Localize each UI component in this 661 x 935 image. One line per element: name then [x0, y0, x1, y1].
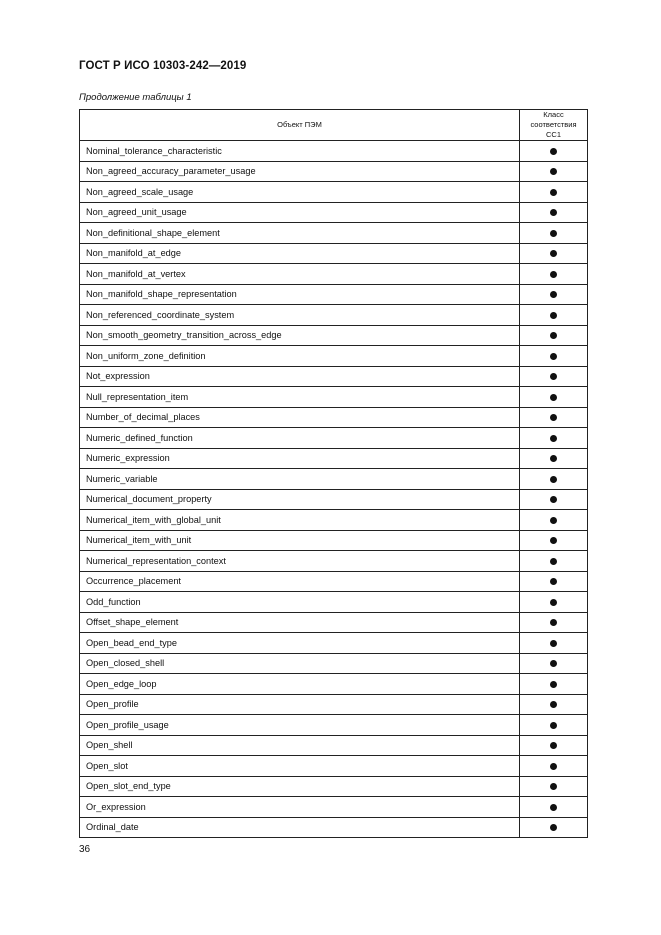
entity-name-cell: Non_smooth_geometry_transition_across_edge — [80, 325, 520, 346]
entity-name-cell: Open_closed_shell — [80, 653, 520, 674]
conformance-mark-cell — [520, 612, 588, 633]
conformance-mark-cell — [520, 776, 588, 797]
document-header: ГОСТ Р ИСО 10303-242—2019 — [79, 60, 247, 72]
entity-name-cell: Non_agreed_unit_usage — [80, 202, 520, 223]
table-row — [80, 223, 588, 244]
table-body — [80, 141, 588, 838]
filled-circle-icon — [550, 168, 557, 175]
table-row — [80, 551, 588, 572]
conformance-mark-cell — [520, 735, 588, 756]
table-row — [80, 428, 588, 449]
entity-table — [79, 109, 588, 838]
entity-name-cell: Non_referenced_coordinate_system — [80, 305, 520, 326]
column-header-conformance-class — [520, 110, 588, 141]
table-row — [80, 510, 588, 531]
filled-circle-icon — [550, 824, 557, 831]
filled-circle-icon — [550, 804, 557, 811]
table-row — [80, 264, 588, 285]
entity-name-cell: Non_agreed_accuracy_parameter_usage — [80, 161, 520, 182]
table-row — [80, 612, 588, 633]
table-row — [80, 592, 588, 613]
conformance-mark-cell — [520, 182, 588, 203]
conformance-mark-cell — [520, 346, 588, 367]
entity-name-cell: Numerical_representation_context — [80, 551, 520, 572]
page-number: 36 — [79, 844, 91, 855]
conformance-mark-cell — [520, 756, 588, 777]
conformance-mark-cell — [520, 489, 588, 510]
entity-name-cell: Non_manifold_at_edge — [80, 243, 520, 264]
filled-circle-icon — [550, 312, 557, 319]
conformance-mark-cell — [520, 305, 588, 326]
filled-circle-icon — [550, 701, 557, 708]
filled-circle-icon — [550, 230, 557, 237]
filled-circle-icon — [550, 414, 557, 421]
column-header-conformance-class-label: Класс соответствия — [530, 110, 577, 129]
entity-table-container — [79, 109, 587, 838]
table-row — [80, 243, 588, 264]
entity-name-cell: Open_profile — [80, 694, 520, 715]
table-row — [80, 674, 588, 695]
table-row — [80, 489, 588, 510]
conformance-mark-cell — [520, 469, 588, 490]
table-caption: Продолжение таблицы 1 — [79, 92, 192, 103]
table-row — [80, 469, 588, 490]
filled-circle-icon — [550, 537, 557, 544]
table-row — [80, 715, 588, 736]
conformance-mark-cell — [520, 633, 588, 654]
entity-name-cell: Numeric_defined_function — [80, 428, 520, 449]
table-row — [80, 141, 588, 162]
entity-name-cell: Open_slot — [80, 756, 520, 777]
filled-circle-icon — [550, 681, 557, 688]
entity-name-cell: Number_of_decimal_places — [80, 407, 520, 428]
filled-circle-icon — [550, 250, 557, 257]
table-row — [80, 571, 588, 592]
column-header-conformance-class-code: CC1 — [545, 130, 561, 139]
filled-circle-icon — [550, 517, 557, 524]
filled-circle-icon — [550, 209, 557, 216]
entity-name-cell: Non_manifold_shape_representation — [80, 284, 520, 305]
conformance-mark-cell — [520, 510, 588, 531]
table-row — [80, 202, 588, 223]
filled-circle-icon — [550, 619, 557, 626]
conformance-mark-cell — [520, 797, 588, 818]
filled-circle-icon — [550, 476, 557, 483]
filled-circle-icon — [550, 578, 557, 585]
entity-name-cell: Open_edge_loop — [80, 674, 520, 695]
filled-circle-icon — [550, 455, 557, 462]
entity-name-cell: Offset_shape_element — [80, 612, 520, 633]
conformance-mark-cell — [520, 530, 588, 551]
filled-circle-icon — [550, 189, 557, 196]
entity-name-cell: Nominal_tolerance_characteristic — [80, 141, 520, 162]
table-row — [80, 161, 588, 182]
entity-name-cell: Null_representation_item — [80, 387, 520, 408]
filled-circle-icon — [550, 148, 557, 155]
table-row — [80, 366, 588, 387]
filled-circle-icon — [550, 394, 557, 401]
entity-name-cell: Open_profile_usage — [80, 715, 520, 736]
conformance-mark-cell — [520, 653, 588, 674]
conformance-mark-cell — [520, 592, 588, 613]
conformance-mark-cell — [520, 284, 588, 305]
table-row — [80, 756, 588, 777]
conformance-mark-cell — [520, 366, 588, 387]
filled-circle-icon — [550, 783, 557, 790]
conformance-mark-cell — [520, 817, 588, 838]
filled-circle-icon — [550, 558, 557, 565]
entity-name-cell: Ordinal_date — [80, 817, 520, 838]
entity-name-cell: Numeric_expression — [80, 448, 520, 469]
filled-circle-icon — [550, 722, 557, 729]
filled-circle-icon — [550, 271, 557, 278]
entity-name-cell: Numerical_item_with_global_unit — [80, 510, 520, 531]
conformance-mark-cell — [520, 551, 588, 572]
conformance-mark-cell — [520, 571, 588, 592]
table-row — [80, 694, 588, 715]
filled-circle-icon — [550, 660, 557, 667]
conformance-mark-cell — [520, 202, 588, 223]
entity-name-cell: Non_uniform_zone_definition — [80, 346, 520, 367]
table-row — [80, 387, 588, 408]
table-row — [80, 633, 588, 654]
entity-name-cell: Non_definitional_shape_element — [80, 223, 520, 244]
conformance-mark-cell — [520, 674, 588, 695]
table-row — [80, 797, 588, 818]
filled-circle-icon — [550, 332, 557, 339]
conformance-mark-cell — [520, 243, 588, 264]
entity-name-cell: Non_manifold_at_vertex — [80, 264, 520, 285]
conformance-mark-cell — [520, 325, 588, 346]
entity-name-cell: Open_shell — [80, 735, 520, 756]
table-row — [80, 284, 588, 305]
conformance-mark-cell — [520, 715, 588, 736]
table-row — [80, 735, 588, 756]
table-row — [80, 325, 588, 346]
table-row — [80, 305, 588, 326]
conformance-mark-cell — [520, 428, 588, 449]
entity-name-cell: Numeric_variable — [80, 469, 520, 490]
conformance-mark-cell — [520, 141, 588, 162]
entity-name-cell: Non_agreed_scale_usage — [80, 182, 520, 203]
entity-name-cell: Open_slot_end_type — [80, 776, 520, 797]
filled-circle-icon — [550, 640, 557, 647]
filled-circle-icon — [550, 496, 557, 503]
table-row — [80, 448, 588, 469]
conformance-mark-cell — [520, 387, 588, 408]
table-row — [80, 817, 588, 838]
entity-name-cell: Not_expression — [80, 366, 520, 387]
entity-name-cell: Numerical_item_with_unit — [80, 530, 520, 551]
entity-name-cell: Open_bead_end_type — [80, 633, 520, 654]
conformance-mark-cell — [520, 264, 588, 285]
conformance-mark-cell — [520, 694, 588, 715]
conformance-mark-cell — [520, 161, 588, 182]
conformance-mark-cell — [520, 448, 588, 469]
filled-circle-icon — [550, 435, 557, 442]
entity-name-cell: Numerical_document_property — [80, 489, 520, 510]
filled-circle-icon — [550, 291, 557, 298]
filled-circle-icon — [550, 599, 557, 606]
column-header-entity: Объект ПЭМ — [80, 110, 520, 141]
entity-name-cell: Occurrence_placement — [80, 571, 520, 592]
filled-circle-icon — [550, 353, 557, 360]
filled-circle-icon — [550, 763, 557, 770]
table-row — [80, 407, 588, 428]
conformance-mark-cell — [520, 407, 588, 428]
table-row — [80, 182, 588, 203]
filled-circle-icon — [550, 742, 557, 749]
entity-name-cell: Or_expression — [80, 797, 520, 818]
table-row — [80, 530, 588, 551]
table-row — [80, 346, 588, 367]
table-row — [80, 776, 588, 797]
table-header-row — [80, 110, 588, 141]
conformance-mark-cell — [520, 223, 588, 244]
table-row — [80, 653, 588, 674]
entity-name-cell: Odd_function — [80, 592, 520, 613]
filled-circle-icon — [550, 373, 557, 380]
